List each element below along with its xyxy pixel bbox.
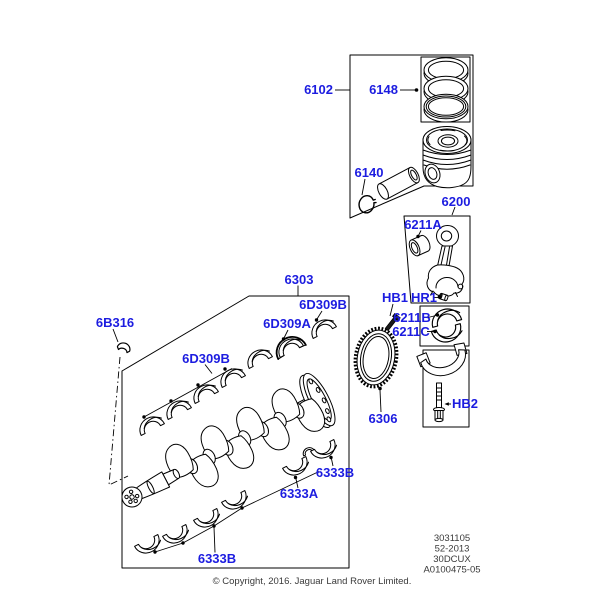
hb2-bolt-drawing [434, 383, 445, 422]
label-6211a[interactable]: 6211A [404, 217, 442, 232]
ref-engine-code: 30DCUX [433, 554, 471, 565]
label-6d309a[interactable]: 6D309A [263, 316, 311, 331]
label-6200[interactable]: 6200 [441, 194, 471, 209]
woodruff-key-drawing [117, 341, 132, 353]
rod-cap-drawing [417, 342, 472, 381]
label-6d309b-left[interactable]: 6D309B [182, 351, 230, 366]
label-6148[interactable]: 6148 [369, 82, 398, 97]
label-hb1[interactable]: HB1 [381, 290, 409, 305]
label-6211c[interactable]: 6211C [392, 324, 430, 339]
label-6102[interactable]: 6102 [304, 82, 333, 97]
label-6211b[interactable]: 6211B [393, 310, 431, 325]
label-6b316[interactable]: 6B316 [95, 315, 135, 330]
label-6140[interactable]: 6140 [354, 165, 384, 180]
label-6333a[interactable]: 6333A [279, 486, 319, 501]
ref-date-line: 52-2013 [434, 543, 470, 555]
piston-drawing [422, 127, 471, 188]
circlip-drawing [357, 194, 377, 214]
label-6333b-bottom[interactable]: 6333B [197, 551, 237, 566]
label-6303[interactable]: 6303 [284, 272, 314, 287]
label-hb2[interactable]: HB2 [452, 396, 479, 411]
small-end-bushing-drawing [407, 234, 432, 258]
ref-drawing-id: A0100475-05 [423, 564, 481, 576]
label-6306[interactable]: 6306 [368, 411, 398, 426]
label-6333b-right[interactable]: 6333B [315, 465, 355, 480]
copyright-text: © Copyright, 2016. Jaguar Land Rover Limited. [212, 576, 412, 587]
footer [213, 533, 481, 587]
piston-rings-drawing [424, 58, 468, 122]
connecting-rod-drawing [427, 226, 464, 297]
flanged-shell-6d309a [271, 332, 305, 359]
label-6d309b-right[interactable]: 6D309B [299, 297, 347, 312]
label-hr1[interactable]: HR1 [410, 290, 438, 305]
ref-number-line: 3031105 [433, 533, 471, 544]
